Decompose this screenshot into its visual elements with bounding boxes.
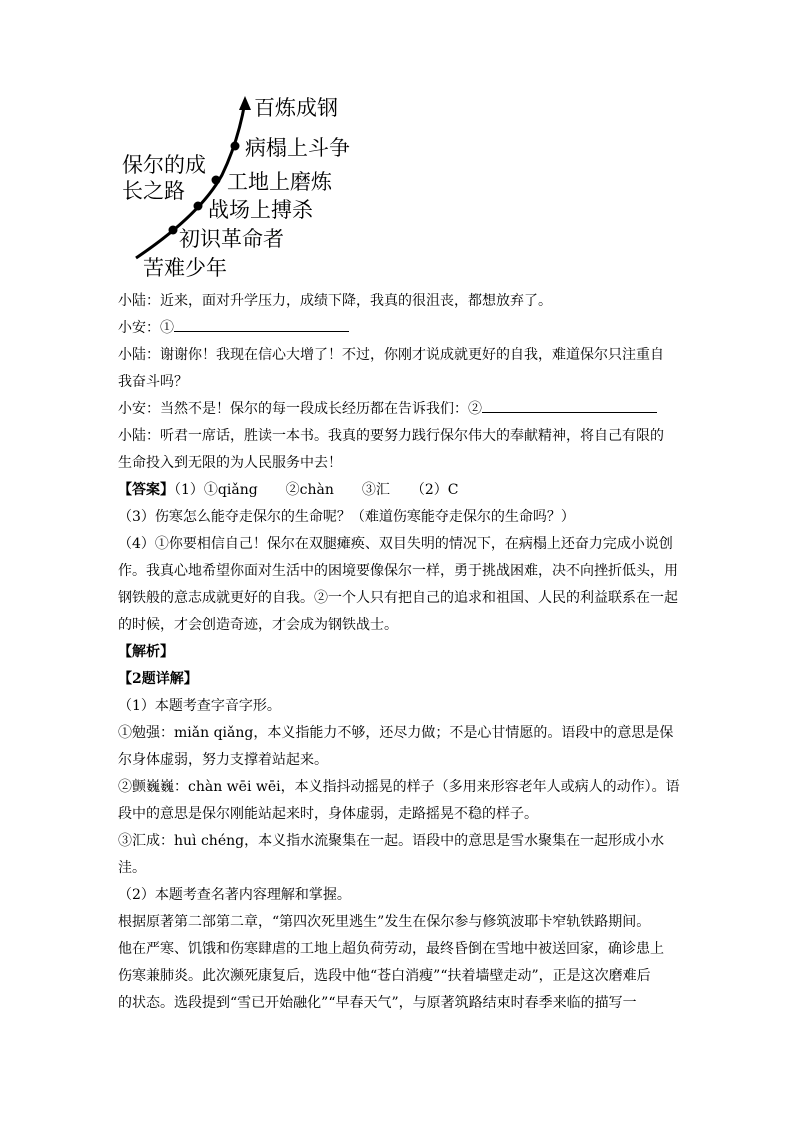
growth-path-diagram (0, 0, 794, 290)
text-line (118, 666, 678, 693)
text-line-content: ①勉强：miǎn qiǎng，本义指能力不够，还尽力做；不是心甘情愿的。语段中的意思是保 (118, 725, 674, 741)
text-line-content: 我奋斗吗？ (118, 374, 188, 390)
text-line (118, 693, 678, 720)
text-line (118, 504, 678, 531)
text-line (118, 288, 678, 315)
answer-blank (174, 316, 349, 332)
stage-label: 战场上搏杀 (208, 198, 313, 222)
text-line-content: 【2题详解】 (118, 671, 198, 687)
text-line-content: 小陆：近来，面对升学压力，成绩下降，我真的很沮丧，都想放弃了。 (118, 293, 552, 309)
document-body (118, 288, 678, 1017)
text-line-content: （3）伤寒怎么能夺走保尔的生命呢？（难道伤寒能夺走保尔的生命吗？） (118, 509, 575, 525)
text-line (118, 747, 678, 774)
text-line (118, 936, 678, 963)
text-line (118, 720, 678, 747)
text-line (118, 531, 678, 558)
diagram-title-line-1: 保尔的成 (122, 153, 206, 177)
text-line (118, 909, 678, 936)
text-line-content: 钢铁般的意志成就更好的自我。②一个人只有把自己的追求和祖国、人民的利益联系在一起 (118, 590, 678, 606)
stage-label: 病榻上斗争 (245, 136, 350, 160)
text-line (118, 612, 678, 639)
text-line-content: 小安：当然不是！保尔的每一段成长经历都在告诉我们：② (118, 401, 482, 417)
stage-dot (194, 202, 203, 211)
text-line (118, 855, 678, 882)
text-line-content: 小陆：听君一席话，胜读一本书。我真的要努力践行保尔伟大的奉献精神，将自己有限的 (118, 428, 664, 444)
stage-label: 百炼成钢 (254, 96, 338, 120)
text-line (118, 342, 678, 369)
text-line-content: 伤寒兼肺炎。此次濒死康复后，选段中他“苍白消瘦”“扶着墙壁走动”，正是这次磨难后 (118, 968, 651, 984)
arrow-head-icon (239, 96, 251, 110)
text-line (118, 423, 678, 450)
text-line-content: ③汇成：huì chéng，本义指水流聚集在一起。语段中的意思是雪水聚集在一起形成小水 (118, 833, 665, 849)
text-line-content: （1）①qiǎng ②chàn ③汇 （2）C (174, 482, 459, 498)
text-line-content: 【解析】 (118, 644, 174, 660)
text-line (118, 774, 678, 801)
text-line-content: 洼。 (118, 860, 146, 876)
text-line (118, 585, 678, 612)
text-line-content: （2）本题考查名著内容理解和掌握。 (118, 887, 351, 903)
text-line-content: 的时候，才会创造奇迹，才会成为钢铁战士。 (118, 617, 398, 633)
text-line-content: 根据原著第二部第二章，“第四次死里逃生”发生在保尔参与修筑波耶卡窄轨铁路期间。 (118, 914, 651, 930)
text-line-content: 段中的意思是保尔刚能站起来时，身体虚弱，走路摇晃不稳的样子。 (118, 806, 538, 822)
stage-label: 初识革命者 (179, 227, 284, 251)
text-line (118, 990, 678, 1017)
diagram-title-line-2: 长之路 (122, 179, 185, 203)
text-line-content: 他在严寒、饥饿和伤寒肆虐的工地上超负荷劳动，最终昏倒在雪地中被送回家，确诊患上 (118, 941, 664, 957)
text-line-content: （4）①你要相信自己！保尔在双腿瘫痪、双目失明的情况下，在病榻上还奋力完成小说创 (118, 536, 673, 552)
stage-dot (231, 142, 240, 151)
stage-dot (169, 226, 178, 235)
text-line (118, 963, 678, 990)
text-line (118, 396, 678, 423)
text-line (118, 477, 678, 504)
text-line (118, 639, 678, 666)
text-line (118, 828, 678, 855)
answer-blank (482, 397, 657, 413)
text-line (118, 450, 678, 477)
answer-label: 【答案】 (118, 482, 174, 498)
stage-label: 苦难少年 (143, 256, 227, 280)
text-line-content: 作。我真心地希望你面对生活中的困境要像保尔一样，勇于挑战困难，决不向挫折低头，用 (118, 563, 678, 579)
stage-label: 工地上磨炼 (227, 170, 332, 194)
text-line (118, 369, 678, 396)
text-line (118, 315, 678, 342)
text-line (118, 801, 678, 828)
text-line-content: 小安：① (118, 320, 174, 336)
text-line-content: 的状态。选段提到“雪已开始融化”“早春天气”，与原著筑路结束时春季来临的描写一 (118, 995, 637, 1011)
stage-dot (212, 176, 221, 185)
text-line-content: 尔身体虚弱，努力支撑着站起来。 (118, 752, 328, 768)
growth-curve (0, 0, 794, 290)
text-line-content: 小陆：谢谢你！我现在信心大增了！不过，你刚才说成就更好的自我，难道保尔只注重自 (118, 347, 664, 363)
text-line (118, 882, 678, 909)
text-line-content: （1）本题考查字音字形。 (118, 698, 281, 714)
text-line (118, 558, 678, 585)
text-line-content: 生命投入到无限的为人民服务中去！ (118, 455, 342, 471)
text-line-content: ②颤巍巍：chàn wēi wēi，本义指抖动摇晃的样子（多用来形容老年人或病人的动作）。语 (118, 779, 680, 795)
